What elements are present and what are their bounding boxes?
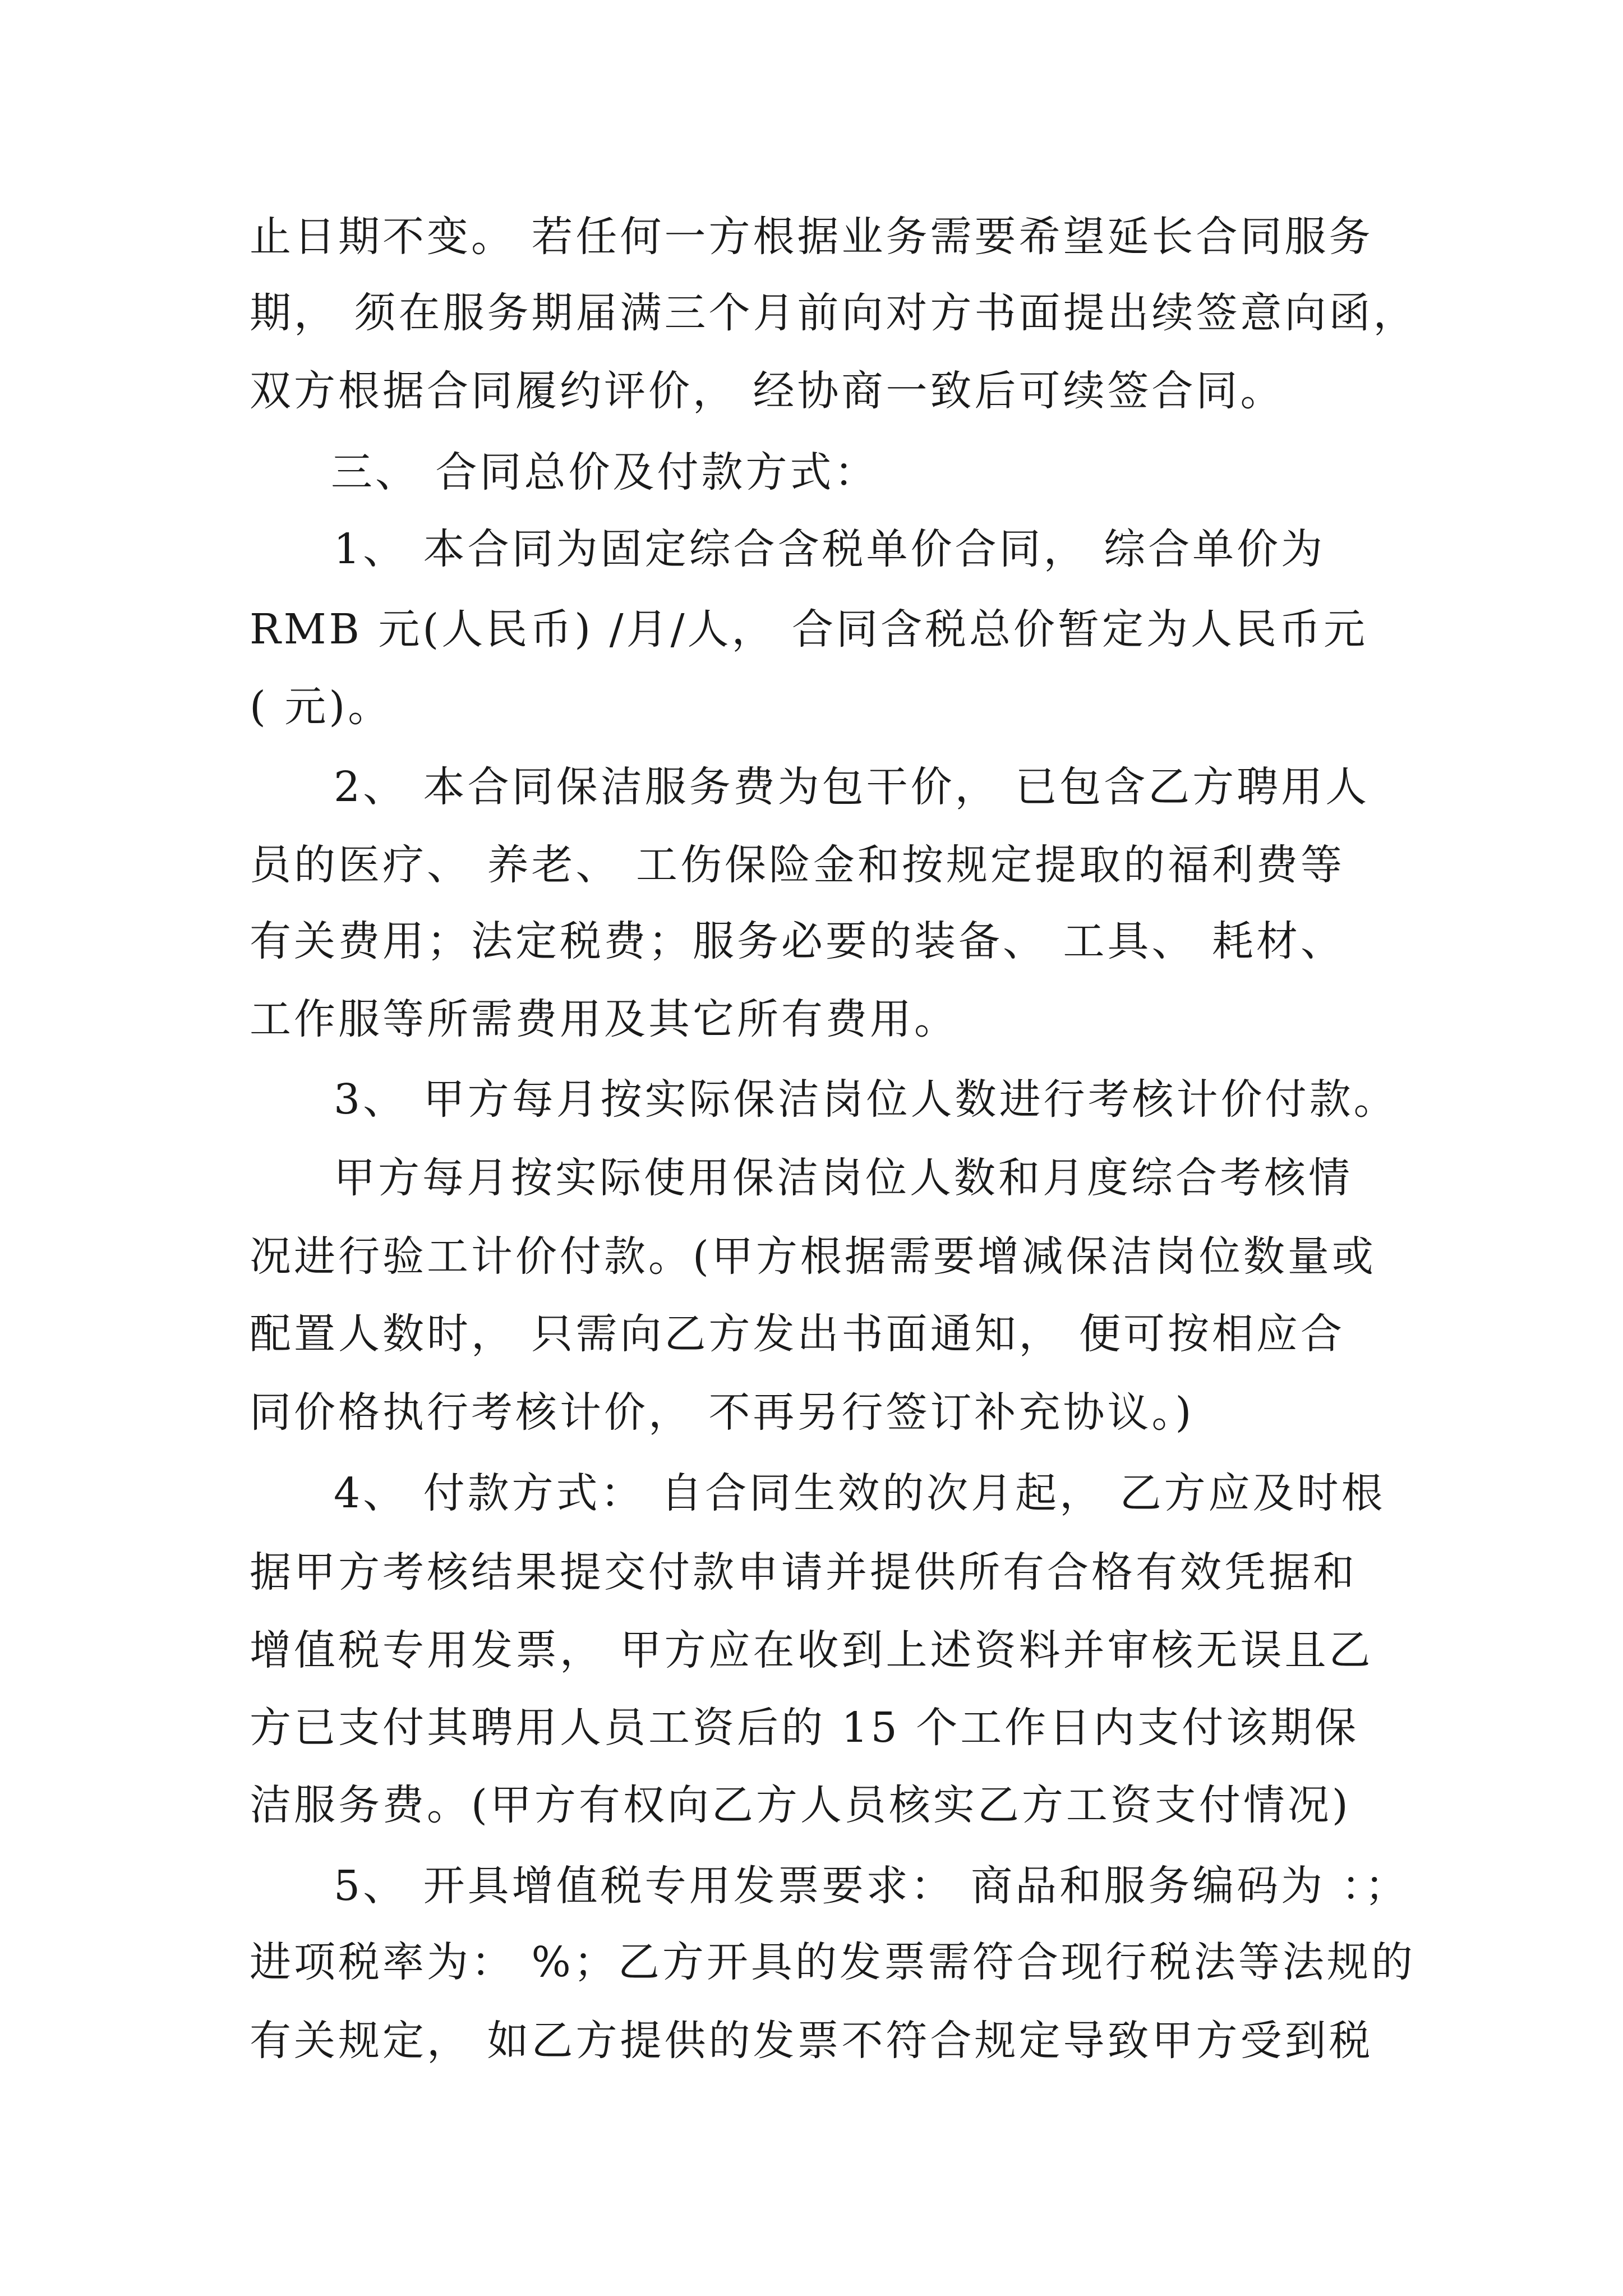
text-line-20: 方已支付其聘用人员工资后的 15 个工作日内支付该期保 <box>250 1704 1359 1752</box>
clause-5-start: 5、 开具增值税专用发票要求： 商品和服务编码为 ：； <box>334 1862 1409 1910</box>
clause-4-start: 4、 付款方式： 自合同生效的次月起， 乙方应及时根 <box>334 1469 1386 1517</box>
text-line-15: 配置人数时， 只需向乙方发出书面通知， 便可按相应合 <box>250 1310 1345 1358</box>
section-heading: 三、 合同总价及付款方式： <box>331 448 879 496</box>
text-line-11: 工作服等所需费用及其它所有费用。 <box>250 995 958 1043</box>
text-line-3: 双方根据合同履约评价， 经协商一致后可续签合同。 <box>250 367 1285 415</box>
text-line-19: 增值税专用发票， 甲方应在收到上述资料并审核无误且乙 <box>250 1626 1373 1674</box>
text-line-10: 有关费用；法定税费；服务必要的装备、 工具、 耗材、 <box>250 917 1345 965</box>
text-line-1: 止日期不变。 若任何一方根据业务需要希望延长合同服务 <box>250 213 1373 261</box>
clause-1-start: 1、 本合同为固定综合含税单价合同， 综合单价为 <box>334 525 1326 573</box>
paragraph-start: 甲方每月按实际使用保洁岗位人数和月度综合考核情 <box>334 1154 1353 1202</box>
text-line-7: ( 元)。 <box>250 683 393 731</box>
text-line-23: 进项税率为： %；乙方开具的发票需符合现行税法等法规的 <box>250 1938 1415 1986</box>
text-line-24: 有关规定， 如乙方提供的发票不符合规定导致甲方受到税 <box>250 2017 1373 2065</box>
text-line-9: 员的医疗、 养老、 工伤保险金和按规定提取的福利费等 <box>250 841 1345 889</box>
text-line-6: RMB 元(人民币) /月/人， 合同含税总价暂定为人民币元 <box>250 605 1368 654</box>
clause-3-start: 3、 甲方每月按实际保洁岗位人数进行考核计价付款。 <box>334 1075 1398 1124</box>
text-line-14: 况进行验工计价付款。(甲方根据需要增减保洁岗位数量或 <box>250 1232 1376 1281</box>
text-line-18: 据甲方考核结果提交付款申请并提供所有合格有效凭据和 <box>250 1548 1357 1596</box>
text-line-2: 期， 须在服务期届满三个月前向对方书面提出续签意向函， <box>250 289 1418 337</box>
text-line-21: 洁服务费。(甲方有权向乙方人员核实乙方工资支付情况) <box>250 1781 1351 1829</box>
clause-2-start: 2、 本合同保洁服务费为包干价， 已包含乙方聘用人 <box>334 763 1370 811</box>
text-line-16: 同价格执行考核计价， 不再另行签订补充协议。) <box>250 1388 1195 1437</box>
